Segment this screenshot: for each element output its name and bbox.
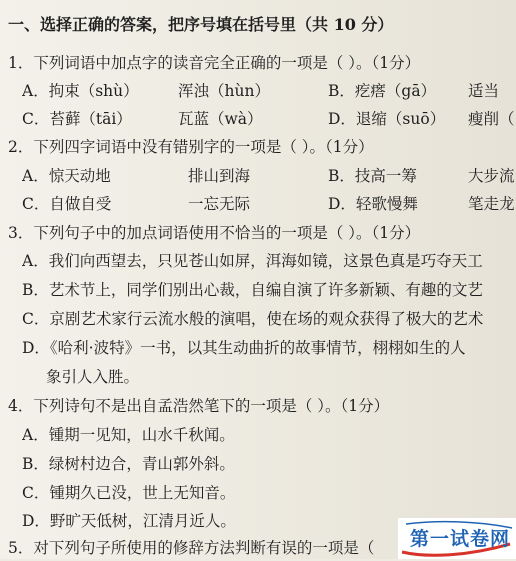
q4-option-b: B．绿树村边合，青山郭外斜。 — [22, 455, 235, 473]
question-2-row-1 — [22, 163, 516, 189]
q2-option-c: C．自做自受 — [22, 195, 112, 213]
question-1-row-1 — [22, 78, 516, 104]
q1-option-b-extra: 适当 — [468, 82, 500, 100]
q3-option-a: A．我们向西望去，只见苍山如屏，洱海如镜，这景色真是巧夺天工 — [22, 252, 483, 270]
question-5-stem: 5．对下列句子所使用的修辞方法判断有误的一项是（ — [8, 539, 375, 557]
question-3-stem: 3．下列句子中的加点词语使用不恰当的一项是（ ）。（1分） — [8, 224, 421, 242]
q1-option-a: A．拘束（shù） — [22, 82, 139, 100]
question-2-row-2 — [22, 191, 516, 217]
question-4-stem: 4．下列诗句不是出自孟浩然笔下的一项是（ ）。（1分） — [8, 397, 390, 415]
q2-option-d: D．轻歌慢舞 — [328, 195, 418, 213]
q2-option-a-extra: 排山到海 — [188, 167, 251, 185]
q2-option-b: B．技高一筹 — [328, 167, 417, 185]
q1-option-b: B．疙瘩（gā） — [328, 82, 437, 100]
q2-option-c-extra: 一忘无际 — [188, 195, 251, 213]
q3-option-d-continuation: 象引人入胜。 — [46, 368, 140, 386]
q1-option-a-extra: 浑浊（hùn） — [178, 82, 270, 100]
q4-option-a: A．锺期一见知，山水千秋闻。 — [22, 426, 235, 444]
q2-option-d-extra: 笔走龙 — [468, 195, 515, 213]
question-1-stem: 1．下列词语中加点字的读音完全正确的一项是（ ）。（1分） — [8, 54, 421, 72]
q4-option-c: C．锺期久已没，世上无知音。 — [22, 484, 236, 502]
q3-option-b: B．艺术节上，同学们别出心裁，自编自演了许多新颖、有趣的文艺 — [22, 281, 483, 299]
q2-option-a: A．惊天动地 — [22, 167, 111, 185]
q1-option-c: C．苔藓（tāi） — [22, 110, 132, 128]
watermark-text: 第一试卷网 — [410, 528, 511, 550]
q1-option-d: D．退缩（suō） — [328, 110, 446, 128]
q4-option-d: D．野旷天低树，江清月近人。 — [22, 512, 236, 530]
q3-option-c: C．京剧艺术家行云流水般的演唱，使在场的观众获得了极大的艺术 — [22, 310, 484, 328]
question-2-stem: 2．下列四字词语中没有错别字的一项是（ ）。（1分） — [8, 138, 374, 156]
q1-option-c-extra: 瓦蓝（wà） — [178, 110, 263, 128]
section-title: 一、选择正确的答案，把序号填在括号里（共 10 分） — [8, 15, 394, 34]
site-watermark — [398, 518, 516, 559]
question-1-row-2 — [22, 106, 516, 132]
q1-option-d-extra: 瘦削（ — [468, 110, 515, 128]
q2-option-b-extra: 大步流 — [468, 167, 515, 185]
q3-option-d: D．《哈利·波特》一书，以其生动曲折的故事情节，栩栩如生的人 — [22, 339, 466, 357]
